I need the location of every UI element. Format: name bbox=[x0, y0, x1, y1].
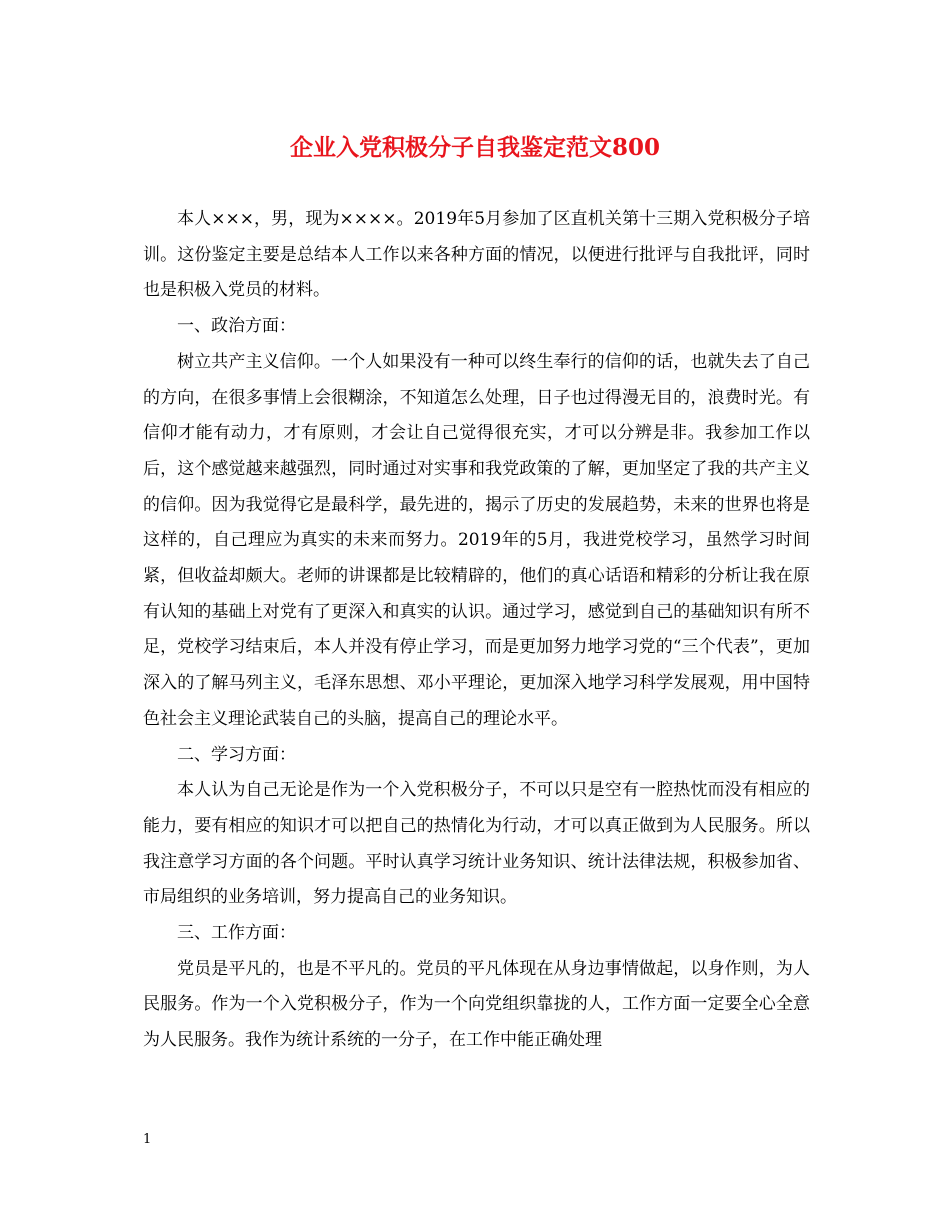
document-body bbox=[143, 202, 810, 1059]
paragraph-work: 党员是平凡的，也是不平凡的。党员的平凡体现在从身边事情做起，以身作则，为人民服务。作为一个入党积极分子，作为一个向党组织靠拢的人，工作方面一定要全心全意为人民服务。我作为统计系统的一分子，在工作中能正确处理 bbox=[143, 958, 810, 1051]
document-title: 企业入党积极分子自我鉴定范文800 bbox=[289, 134, 660, 161]
paragraph-politics: 树立共产主义信仰。一个人如果没有一种可以终生奉行的信仰的话，也就失去了自己的方向，在很多事情上会很糊涂，不知道怎么处理，日子也过得漫无目的，浪费时光。有信仰才能有动力，才有原则，才会让自己觉得很充实，才可以分辨是非。我参加工作以后，这个感觉越来越强烈，同时通过对实事和我党政策的了解，更加坚定了我的共产主义的信仰。因为我觉得它是最科学，最先进的，揭示了历史的发展趋势，未来的世界也将是这样的，自己理应为真实的未来而努力。2019年的5月，我进党校学习，虽然学习时间紧，但收益却颇大。老师的讲课都是比较精辟的，他们的真心话语和精彩的分析让我在原有认知的基础上对党有了更深入和真实的认识。通过学习，感觉到自己的基础知识有所不足，党校学习结束后，本人并没有停止学习，而是更加努力地学习党的“三个代表”，更加深入的了解马列主义，毛泽东思想、邓小平理论，更加深入地学习科学发展观，用中国特色社会主义理论武装自己的头脑，提高自己的理论水平。 bbox=[143, 351, 810, 729]
section-heading-study: 二、学习方面： bbox=[177, 744, 296, 765]
section-heading-politics: 一、政治方面： bbox=[177, 316, 296, 337]
paragraph-intro: 本人×××，男，现为××××。2019年5月参加了区直机关第十三期入党积极分子培训。这份鉴定主要是总结本人工作以来各种方面的情况，以便进行批评与自我批评，同时也是积极入党员的材料。 bbox=[143, 209, 810, 301]
section-heading-work: 三、工作方面： bbox=[177, 923, 296, 944]
paragraph-study: 本人认为自己无论是作为一个入党积极分子，不可以只是空有一腔热忱而没有相应的能力，要有相应的知识才可以把自己的热情化为行动，才可以真正做到为人民服务。所以我注意学习方面的各个问题。平时认真学习统计业务知识、统计法律法规，积极参加省、市局组织的业务培训，努力提高自己的业务知识。 bbox=[143, 780, 810, 908]
page-number: 1 bbox=[143, 1132, 152, 1147]
